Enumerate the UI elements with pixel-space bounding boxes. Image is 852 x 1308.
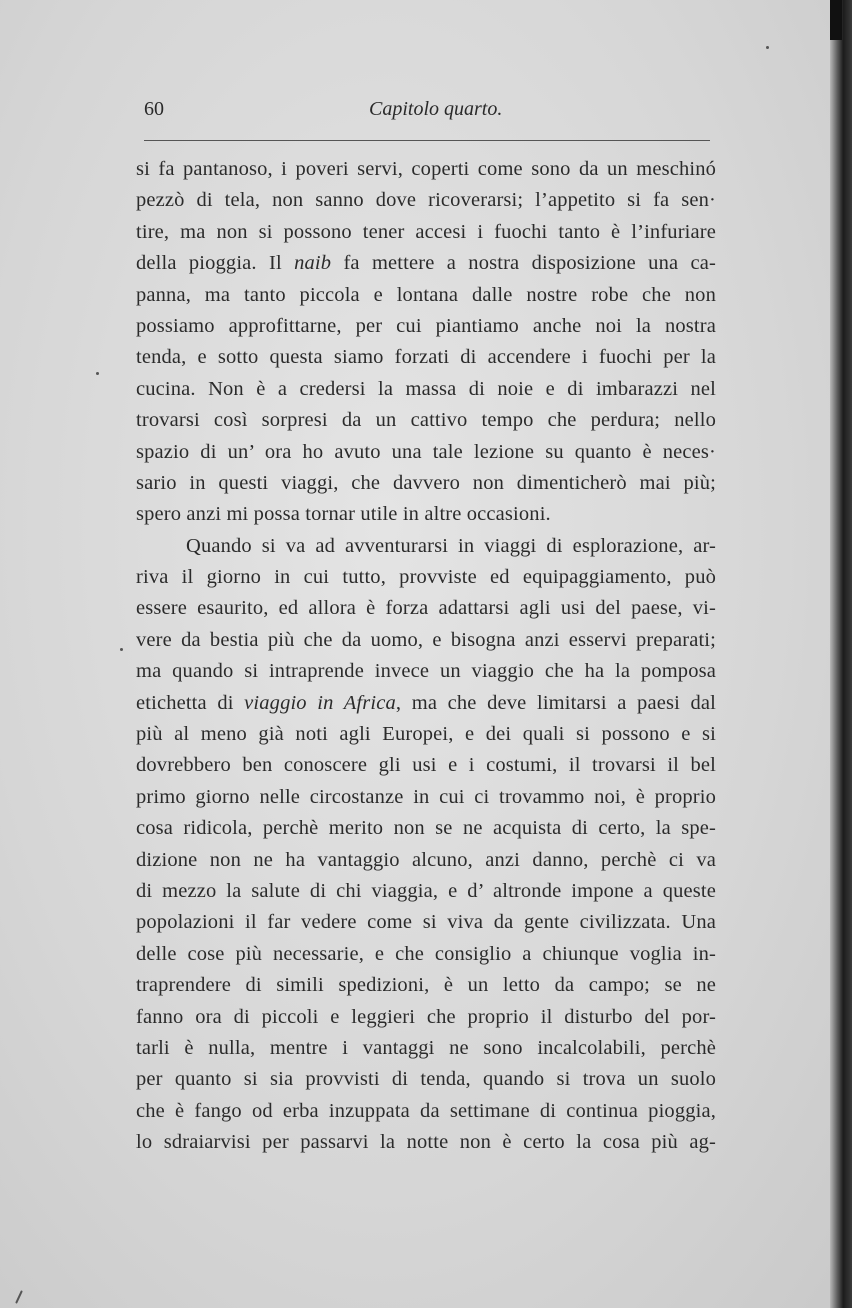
text-line: cosa ridicola, perchè merito non se ne acquista di certo, la spe- xyxy=(136,817,716,840)
page-number: 60 xyxy=(144,98,164,120)
text-line: riva il giorno in cui tutto, provviste ed equipaggiamento, può xyxy=(136,566,716,589)
text-line: della pioggia. Il naib fa mettere a nostra disposizione una ca- xyxy=(136,252,716,275)
text-line: dovrebbero ben conoscere gli usi e i costumi, il trovarsi il bel xyxy=(136,754,716,777)
page-edge-shadow xyxy=(830,0,852,1308)
text-line: traprendere di simili spedizioni, è un letto da campo; se ne xyxy=(136,974,716,997)
text-line: sario in questi viaggi, che davvero non dimenticherò mai più; xyxy=(136,471,716,494)
text-line: vere da bestia più che da uomo, e bisogna anzi esservi preparati; xyxy=(136,628,716,651)
text-line: si fa pantanoso, i poveri servi, coperti come sono da un meschinó xyxy=(136,158,716,180)
text-line: tire, ma non si possono tener accesi i fuochi tanto è l’infuriare xyxy=(136,220,716,243)
text-line: ma quando si intraprende invece un viaggio che ha la pomposa xyxy=(136,660,716,683)
page-edge-corner xyxy=(830,0,842,40)
text-line: più al meno già noti agli Europei, e dei quali si possono e si xyxy=(136,723,716,746)
running-title: Capitolo quarto. xyxy=(369,98,503,120)
paper-speck xyxy=(766,46,769,49)
text-line: spazio di un’ ora ho avuto una tale lezione su quanto è neces· xyxy=(136,440,716,463)
text-line: popolazioni il far vedere come si viva da gente civilizzata. Una xyxy=(136,911,716,934)
text-line: dizione non ne ha vantaggio alcuno, anzi danno, perchè ci va xyxy=(136,848,716,871)
text-line: primo giorno nelle circostanze in cui ci trovammo noi, è proprio xyxy=(136,785,716,808)
paragraph-first-line: Quando si va ad avventurarsi in viaggi di esplorazione, ar- xyxy=(186,534,716,557)
paper-speck xyxy=(120,648,123,651)
text-line: essere esaurito, ed allora è forza adattarsi agli usi del paese, vi- xyxy=(136,597,716,620)
text-line: possiamo approfittarne, per cui piantiamo anche noi la nostra xyxy=(136,314,716,337)
text-line: spero anzi mi possa tornar utile in altre occasioni. xyxy=(136,503,551,526)
paper-speck xyxy=(96,372,99,375)
text-line: fanno ora di piccoli e leggieri che proprio il disturbo del por- xyxy=(136,1005,716,1028)
text-line: tenda, e sotto questa siamo forzati di accendere i fuochi per la xyxy=(136,346,716,369)
text-line: trovarsi così sorpresi da un cattivo tempo che perdura; nello xyxy=(136,409,716,432)
text-line: cucina. Non è a credersi la massa di noie e di imbarazzi nel xyxy=(136,377,716,400)
header-rule xyxy=(144,140,710,141)
page-header xyxy=(144,96,710,130)
body-text xyxy=(136,154,716,1159)
text-line: che è fango od erba inzuppata da settimane di continua pioggia, xyxy=(136,1099,716,1122)
text-line: delle cose più necessarie, e che consiglio a chiunque voglia in- xyxy=(136,942,716,965)
text-line: lo sdraiarvisi per passarvi la notte non è certo la cosa più ag- xyxy=(136,1131,716,1154)
text-line: etichetta di viaggio in Africa, ma che deve limitarsi a paesi dal xyxy=(136,691,716,714)
paper-speck xyxy=(15,1290,23,1304)
text-line: di mezzo la salute di chi viaggia, e d’ altronde impone a queste xyxy=(136,879,716,902)
text-line: tarli è nulla, mentre i vantaggi ne sono incalcolabili, perchè xyxy=(136,1036,716,1059)
text-line: per quanto si sia provvisti di tenda, quando si trova un suolo xyxy=(136,1068,716,1091)
text-line: panna, ma tanto piccola e lontana dalle nostre robe che non xyxy=(136,283,716,306)
text-line: pezzò di tela, non sanno dove ricoverarsi; l’appetito si fa sen· xyxy=(136,189,716,212)
